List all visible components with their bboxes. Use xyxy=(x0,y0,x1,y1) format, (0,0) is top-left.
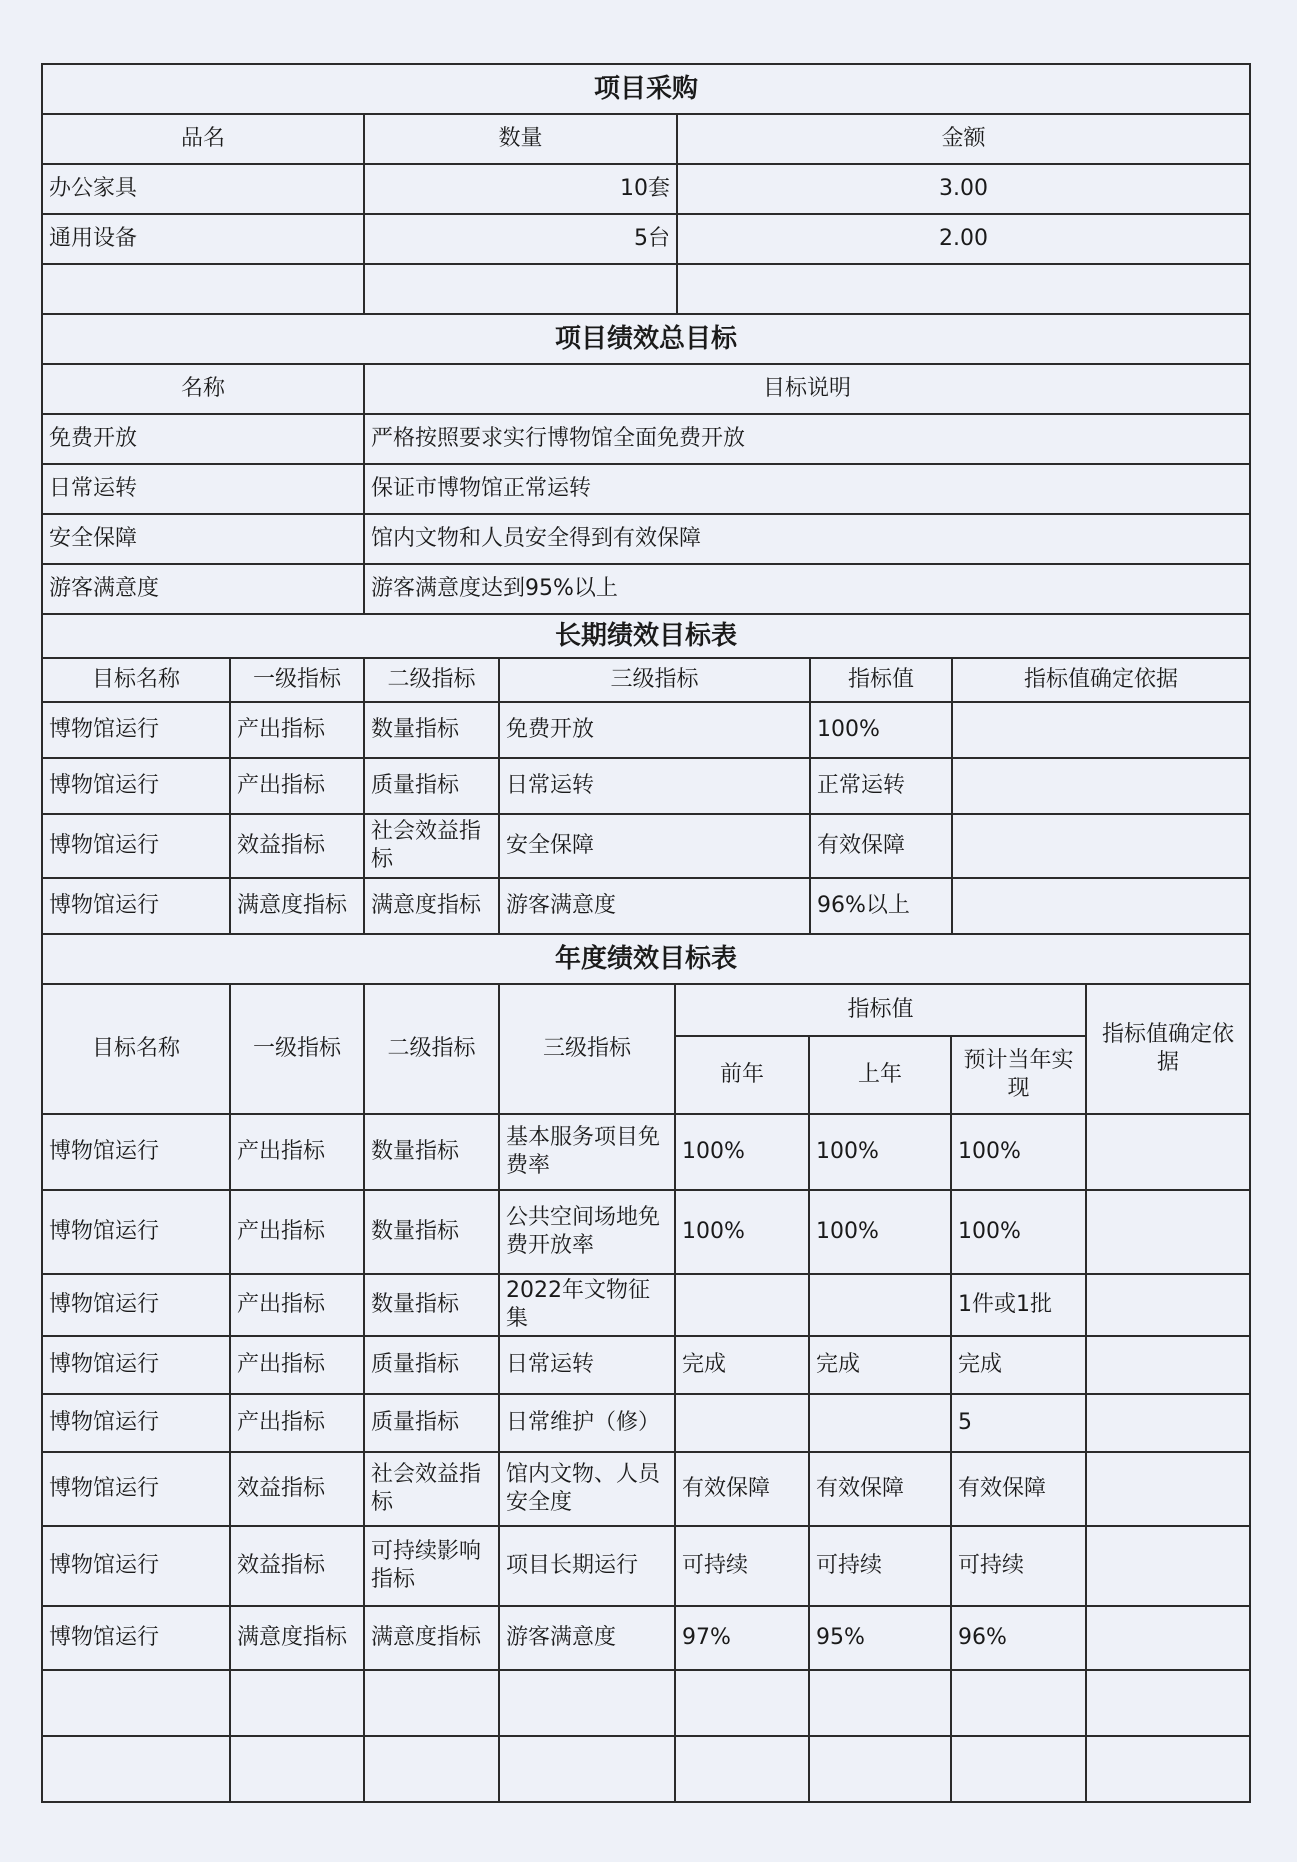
table-row xyxy=(42,1736,1250,1802)
longterm-goal-table xyxy=(41,613,1251,935)
cell xyxy=(675,1736,809,1802)
item-qty xyxy=(364,264,677,314)
cell: 100% xyxy=(809,1114,951,1190)
cell: 社会效益指标 xyxy=(364,814,499,878)
cell: 馆内文物、人员安全度 xyxy=(499,1452,675,1526)
cell: 100% xyxy=(951,1190,1086,1274)
cell: 可持续影响指标 xyxy=(364,1526,499,1606)
column-header: 指标值 xyxy=(810,658,952,702)
column-header: 指标值 xyxy=(675,984,1086,1036)
table-row xyxy=(42,214,1250,264)
cell xyxy=(675,1274,809,1336)
cell: 博物馆运行 xyxy=(42,1274,230,1336)
cell: 正常运转 xyxy=(810,758,952,814)
cell: 质量指标 xyxy=(364,758,499,814)
cell: 100% xyxy=(809,1190,951,1274)
cell: 效益指标 xyxy=(230,1526,364,1606)
cell xyxy=(1086,1526,1250,1606)
cell: 博物馆运行 xyxy=(42,1336,230,1394)
cell xyxy=(1086,1274,1250,1336)
cell: 100% xyxy=(810,702,952,758)
cell: 完成 xyxy=(809,1336,951,1394)
table-row xyxy=(42,1394,1250,1452)
cell: 满意度指标 xyxy=(230,1606,364,1670)
cell xyxy=(952,878,1250,934)
cell: 满意度指标 xyxy=(364,1606,499,1670)
column-header: 目标名称 xyxy=(42,658,230,702)
cell: 可持续 xyxy=(809,1526,951,1606)
cell: 效益指标 xyxy=(230,1452,364,1526)
cell: 96% xyxy=(951,1606,1086,1670)
item-amount: 2.00 xyxy=(677,214,1250,264)
cell: 产出指标 xyxy=(230,1394,364,1452)
goal-name: 安全保障 xyxy=(42,514,364,564)
cell xyxy=(951,1670,1086,1736)
cell xyxy=(675,1670,809,1736)
cell: 95% xyxy=(809,1606,951,1670)
cell: 满意度指标 xyxy=(364,878,499,934)
overall-goal-table xyxy=(41,313,1251,615)
section-title: 项目采购 xyxy=(42,64,1250,114)
table-row xyxy=(42,1114,1250,1190)
item-name: 通用设备 xyxy=(42,214,364,264)
table-row xyxy=(42,1526,1250,1606)
table-row xyxy=(42,564,1250,614)
item-qty: 5台 xyxy=(364,214,677,264)
cell: 博物馆运行 xyxy=(42,1394,230,1452)
cell: 数量指标 xyxy=(364,702,499,758)
cell xyxy=(230,1736,364,1802)
cell: 质量指标 xyxy=(364,1336,499,1394)
cell: 免费开放 xyxy=(499,702,810,758)
table-row xyxy=(42,464,1250,514)
cell xyxy=(951,1736,1086,1802)
table-row xyxy=(42,1452,1250,1526)
item-qty: 10套 xyxy=(364,164,677,214)
cell: 数量指标 xyxy=(364,1274,499,1336)
cell: 博物馆运行 xyxy=(42,1526,230,1606)
cell: 可持续 xyxy=(675,1526,809,1606)
cell xyxy=(1086,1394,1250,1452)
table-row xyxy=(42,264,1250,314)
cell xyxy=(809,1670,951,1736)
cell xyxy=(1086,1190,1250,1274)
cell: 有效保障 xyxy=(809,1452,951,1526)
cell: 日常运转 xyxy=(499,758,810,814)
cell: 100% xyxy=(675,1190,809,1274)
table-row xyxy=(42,1606,1250,1670)
column-header: 三级指标 xyxy=(499,658,810,702)
cell: 博物馆运行 xyxy=(42,1190,230,1274)
section-title: 年度绩效目标表 xyxy=(42,934,1250,984)
cell xyxy=(952,702,1250,758)
cell: 产出指标 xyxy=(230,1274,364,1336)
table-row xyxy=(42,1190,1250,1274)
cell xyxy=(1086,1452,1250,1526)
cell xyxy=(1086,1736,1250,1802)
column-subheader: 前年 xyxy=(675,1036,809,1114)
column-header: 二级指标 xyxy=(364,658,499,702)
column-subheader: 预计当年实现 xyxy=(951,1036,1086,1114)
table-row xyxy=(42,1670,1250,1736)
performance-sheet xyxy=(41,63,1251,1803)
table-row xyxy=(42,514,1250,564)
cell: 游客满意度 xyxy=(499,1606,675,1670)
annual-goal-table xyxy=(41,933,1251,1803)
cell xyxy=(499,1736,675,1802)
cell: 完成 xyxy=(675,1336,809,1394)
cell: 产出指标 xyxy=(230,758,364,814)
cell: 公共空间场地免费开放率 xyxy=(499,1190,675,1274)
cell xyxy=(952,814,1250,878)
cell: 100% xyxy=(951,1114,1086,1190)
cell: 96%以上 xyxy=(810,878,952,934)
table-row xyxy=(42,814,1250,878)
table-row xyxy=(42,164,1250,214)
cell xyxy=(1086,1670,1250,1736)
column-header: 名称 xyxy=(42,364,364,414)
table-row xyxy=(42,758,1250,814)
procurement-table xyxy=(41,63,1251,315)
table-row xyxy=(42,878,1250,934)
column-header: 指标值确定依据 xyxy=(952,658,1250,702)
cell xyxy=(499,1670,675,1736)
cell: 数量指标 xyxy=(364,1114,499,1190)
cell xyxy=(42,1670,230,1736)
goal-desc: 保证市博物馆正常运转 xyxy=(364,464,1250,514)
cell: 100% xyxy=(675,1114,809,1190)
cell: 日常运转 xyxy=(499,1336,675,1394)
cell: 5 xyxy=(951,1394,1086,1452)
cell: 产出指标 xyxy=(230,1114,364,1190)
cell: 完成 xyxy=(951,1336,1086,1394)
column-header: 金额 xyxy=(677,114,1250,164)
column-header: 品名 xyxy=(42,114,364,164)
cell: 数量指标 xyxy=(364,1190,499,1274)
cell xyxy=(952,758,1250,814)
cell: 产出指标 xyxy=(230,702,364,758)
table-row xyxy=(42,414,1250,464)
cell xyxy=(42,1736,230,1802)
cell: 博物馆运行 xyxy=(42,1606,230,1670)
cell: 基本服务项目免费率 xyxy=(499,1114,675,1190)
cell: 有效保障 xyxy=(951,1452,1086,1526)
cell: 满意度指标 xyxy=(230,878,364,934)
item-amount xyxy=(677,264,1250,314)
cell: 有效保障 xyxy=(810,814,952,878)
section-title: 项目绩效总目标 xyxy=(42,314,1250,364)
table-row xyxy=(42,1274,1250,1336)
cell: 2022年文物征集 xyxy=(499,1274,675,1336)
table-row xyxy=(42,1336,1250,1394)
column-header: 指标值确定依据 xyxy=(1086,984,1250,1114)
goal-name: 免费开放 xyxy=(42,414,364,464)
cell: 博物馆运行 xyxy=(42,758,230,814)
column-header: 一级指标 xyxy=(230,984,364,1114)
cell: 质量指标 xyxy=(364,1394,499,1452)
cell xyxy=(809,1736,951,1802)
goal-desc: 游客满意度达到95%以上 xyxy=(364,564,1250,614)
cell: 产出指标 xyxy=(230,1190,364,1274)
goal-name: 游客满意度 xyxy=(42,564,364,614)
column-header: 数量 xyxy=(364,114,677,164)
cell xyxy=(1086,1606,1250,1670)
cell: 97% xyxy=(675,1606,809,1670)
cell: 有效保障 xyxy=(675,1452,809,1526)
cell: 博物馆运行 xyxy=(42,1114,230,1190)
cell: 效益指标 xyxy=(230,814,364,878)
cell: 博物馆运行 xyxy=(42,814,230,878)
column-header: 目标名称 xyxy=(42,984,230,1114)
column-header: 一级指标 xyxy=(230,658,364,702)
cell: 可持续 xyxy=(951,1526,1086,1606)
cell xyxy=(364,1736,499,1802)
cell: 日常维护（修） xyxy=(499,1394,675,1452)
cell: 博物馆运行 xyxy=(42,1452,230,1526)
cell xyxy=(1086,1114,1250,1190)
cell: 游客满意度 xyxy=(499,878,810,934)
cell: 博物馆运行 xyxy=(42,878,230,934)
column-header: 二级指标 xyxy=(364,984,499,1114)
item-name: 办公家具 xyxy=(42,164,364,214)
cell: 博物馆运行 xyxy=(42,702,230,758)
cell xyxy=(809,1274,951,1336)
column-header: 三级指标 xyxy=(499,984,675,1114)
column-subheader: 上年 xyxy=(809,1036,951,1114)
cell xyxy=(230,1670,364,1736)
cell: 产出指标 xyxy=(230,1336,364,1394)
cell xyxy=(364,1670,499,1736)
cell: 社会效益指标 xyxy=(364,1452,499,1526)
goal-desc: 严格按照要求实行博物馆全面免费开放 xyxy=(364,414,1250,464)
table-row xyxy=(42,702,1250,758)
goal-name: 日常运转 xyxy=(42,464,364,514)
cell xyxy=(1086,1336,1250,1394)
cell xyxy=(675,1394,809,1452)
item-name xyxy=(42,264,364,314)
cell: 1件或1批 xyxy=(951,1274,1086,1336)
goal-desc: 馆内文物和人员安全得到有效保障 xyxy=(364,514,1250,564)
cell: 项目长期运行 xyxy=(499,1526,675,1606)
section-title: 长期绩效目标表 xyxy=(42,614,1250,658)
cell xyxy=(809,1394,951,1452)
item-amount: 3.00 xyxy=(677,164,1250,214)
column-header: 目标说明 xyxy=(364,364,1250,414)
cell: 安全保障 xyxy=(499,814,810,878)
